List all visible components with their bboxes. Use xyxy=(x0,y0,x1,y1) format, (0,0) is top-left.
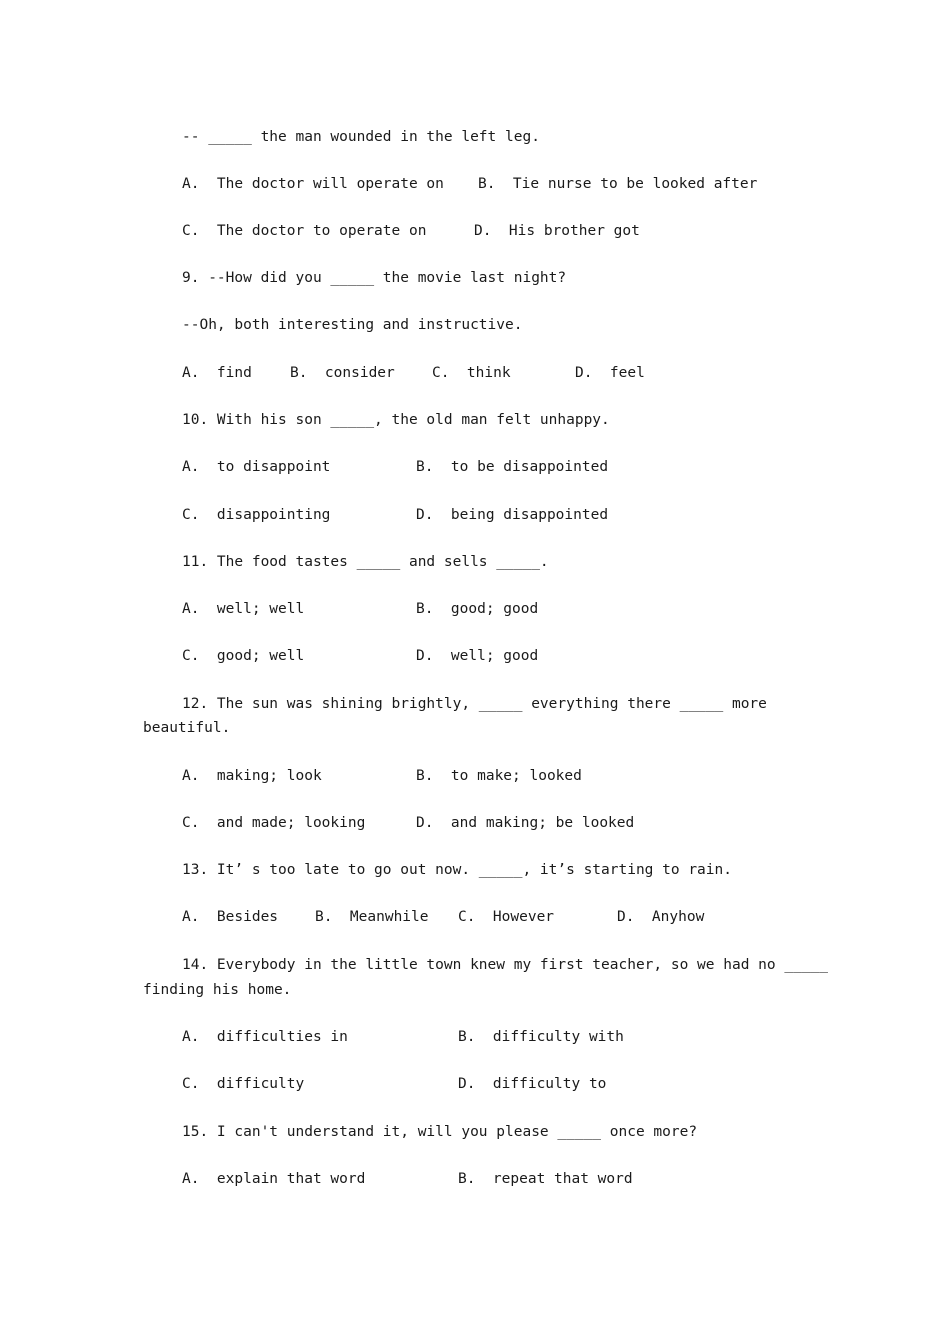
q11-option-b: B. good; good xyxy=(416,601,539,617)
q13-option-b: B. Meanwhile xyxy=(315,909,429,925)
q11-option-c: C. good; well xyxy=(182,648,305,664)
q13-option-a: A. Besides xyxy=(182,909,279,925)
q10-option-b: B. to be disappointed xyxy=(416,459,609,475)
q10-option-d: D. being disappointed xyxy=(416,507,609,523)
q15-option-a: A. explain that word xyxy=(182,1171,366,1187)
q10-option-c: C. disappointing xyxy=(182,507,331,523)
q9-option-d: D. feel xyxy=(575,365,645,381)
q9-stem: 9. --How did you _____ the movie last night? xyxy=(182,270,567,286)
q10-stem: 10. With his son _____, the old man felt unhappy. xyxy=(182,412,610,428)
q14-option-c: C. difficulty xyxy=(182,1076,305,1092)
q13-option-d: D. Anyhow xyxy=(617,909,705,925)
q11-option-d: D. well; good xyxy=(416,648,539,664)
q11-stem: 11. The food tastes _____ and sells _____. xyxy=(182,554,549,570)
q12-option-d: D. and making; be looked xyxy=(416,815,635,831)
q14-option-a: A. difficulties in xyxy=(182,1029,348,1045)
q13-stem: 13. It’ s too late to go out now. _____, it’s starting to rain. xyxy=(182,862,732,878)
q15-option-b: B. repeat that word xyxy=(458,1171,633,1187)
q8-answer-line: -- _____ the man wounded in the left leg. xyxy=(182,129,540,145)
q9-option-b: B. consider xyxy=(290,365,395,381)
q12-stem-line1: 12. The sun was shining brightly, _____ everything there _____ more xyxy=(182,696,767,712)
q9-option-a: A. find xyxy=(182,365,252,381)
q11-option-a: A. well; well xyxy=(182,601,305,617)
q12-stem-line2: beautiful. xyxy=(143,720,231,736)
q10-option-a: A. to disappoint xyxy=(182,459,331,475)
q15-stem: 15. I can't understand it, will you please _____ once more? xyxy=(182,1124,698,1140)
q14-stem-line2: finding his home. xyxy=(143,982,292,998)
q9-reply: --Oh, both interesting and instructive. xyxy=(182,317,523,333)
q13-option-c: C. However xyxy=(458,909,555,925)
q8-option-b: B. Tie nurse to be looked after xyxy=(478,176,758,192)
q14-option-d: D. difficulty to xyxy=(458,1076,607,1092)
q12-option-a: A. making; look xyxy=(182,768,322,784)
q12-option-c: C. and made; looking xyxy=(182,815,366,831)
q8-option-d: D. His brother got xyxy=(474,223,640,239)
q8-option-a: A. The doctor will operate on xyxy=(182,176,444,192)
q9-option-c: C. think xyxy=(432,365,511,381)
q8-option-c: C. The doctor to operate on xyxy=(182,223,427,239)
q12-option-b: B. to make; looked xyxy=(416,768,582,784)
q14-stem-line1: 14. Everybody in the little town knew my first teacher, so we had no _____ xyxy=(182,957,829,973)
q14-option-b: B. difficulty with xyxy=(458,1029,624,1045)
